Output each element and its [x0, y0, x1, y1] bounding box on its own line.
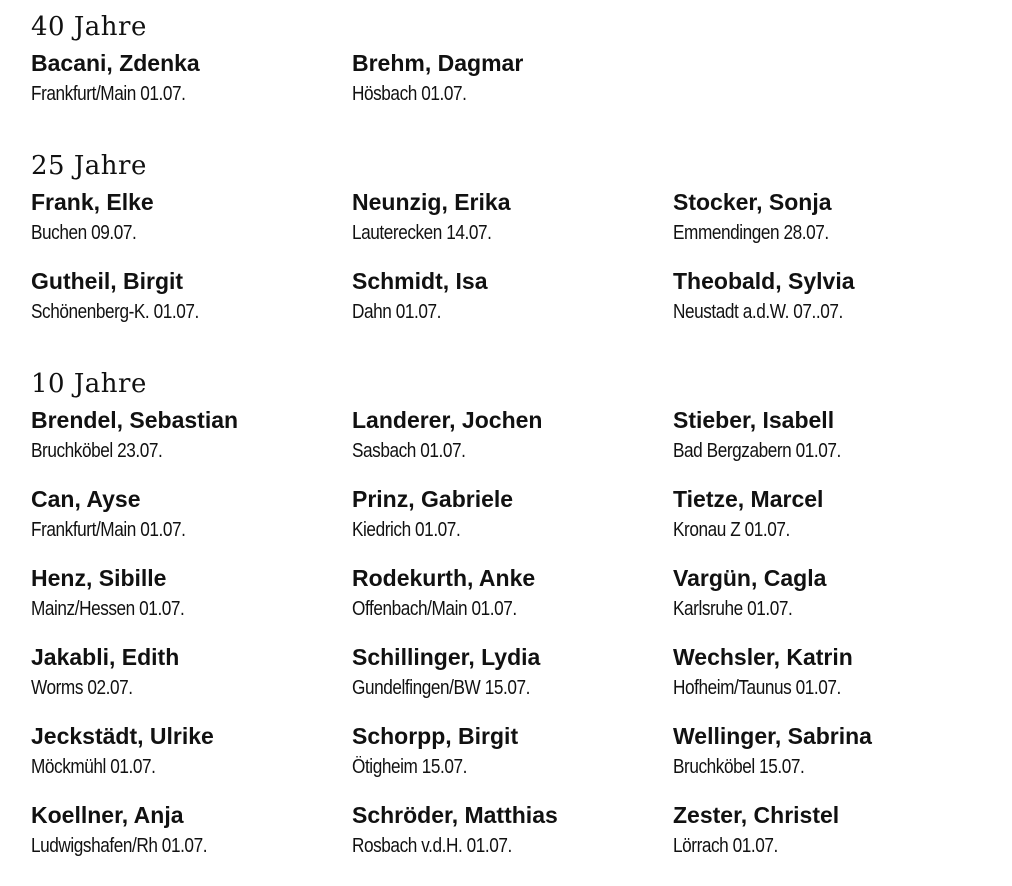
place-date: Frankfurt/Main 01.07.: [31, 83, 186, 105]
place-date: Bruchköbel 15.07.: [673, 756, 805, 778]
list-item: [352, 716, 673, 795]
person-name: Schmidt, Isa: [352, 268, 488, 294]
entry-grid: [31, 43, 1001, 122]
section-10-jahre: [31, 368, 1001, 874]
person-name: Jakabli, Edith: [31, 644, 180, 670]
place-date: Hofheim/Taunus 01.07.: [673, 677, 841, 699]
person-name: Prinz, Gabriele: [352, 486, 514, 512]
place-date: Kronau Z 01.07.: [673, 519, 790, 541]
place-date: Kiedrich 01.07.: [352, 519, 461, 541]
person-name: Zester, Christel: [673, 802, 840, 828]
place-date: Sasbach 01.07.: [352, 440, 466, 462]
place-date: Lörrach 01.07.: [673, 835, 778, 857]
place-date: Rosbach v.d.H. 01.07.: [352, 835, 512, 857]
person-name: Stocker, Sonja: [673, 189, 832, 215]
place-date: Worms 02.07.: [31, 677, 133, 699]
entry-grid: [31, 400, 1001, 874]
person-name: Wechsler, Katrin: [673, 644, 853, 670]
place-date: Lauterecken 14.07.: [352, 222, 492, 244]
person-name: Rodekurth, Anke: [352, 565, 536, 591]
list-item: [31, 261, 352, 340]
place-date: Karlsruhe 01.07.: [673, 598, 793, 620]
list-item: [31, 43, 352, 122]
place-date: Schönenberg-K. 01.07.: [31, 301, 199, 323]
person-name: Brehm, Dagmar: [352, 50, 524, 76]
person-name: Schillinger, Lydia: [352, 644, 541, 670]
section-40-jahre: [31, 11, 1001, 122]
person-name: Tietze, Marcel: [673, 486, 824, 512]
place-date: Dahn 01.07.: [352, 301, 441, 323]
list-item: [673, 716, 994, 795]
person-name: Henz, Sibille: [31, 565, 167, 591]
list-item: [352, 182, 673, 261]
list-item: [31, 400, 352, 479]
section-title: 25 Jahre: [31, 151, 147, 181]
list-item: [31, 795, 352, 874]
place-date: Bad Bergzabern 01.07.: [673, 440, 841, 462]
place-date: Frankfurt/Main 01.07.: [31, 519, 186, 541]
entry-grid: [31, 182, 1001, 340]
place-date: Hösbach 01.07.: [352, 83, 467, 105]
person-name: Stieber, Isabell: [673, 407, 835, 433]
list-item: [352, 795, 673, 874]
person-name: Koellner, Anja: [31, 802, 184, 828]
person-name: Jeckstädt, Ulrike: [31, 723, 214, 749]
place-date: Gundelfingen/BW 15.07.: [352, 677, 530, 699]
place-date: Buchen 09.07.: [31, 222, 137, 244]
place-date: Offenbach/Main 01.07.: [352, 598, 517, 620]
list-item: [31, 558, 352, 637]
list-item: [31, 479, 352, 558]
place-date: Emmendingen 28.07.: [673, 222, 829, 244]
person-name: Neunzig, Erika: [352, 189, 511, 215]
list-item: [31, 182, 352, 261]
list-item: [31, 637, 352, 716]
list-item: [352, 400, 673, 479]
person-name: Brendel, Sebastian: [31, 407, 239, 433]
person-name: Can, Ayse: [31, 486, 141, 512]
place-date: Mainz/Hessen 01.07.: [31, 598, 185, 620]
list-item: [352, 43, 673, 122]
place-date: Ötigheim 15.07.: [352, 756, 467, 778]
place-date: Neustadt a.d.W. 07..07.: [673, 301, 843, 323]
list-item: [673, 795, 994, 874]
section-title: 40 Jahre: [31, 12, 147, 42]
person-name: Schorpp, Birgit: [352, 723, 519, 749]
person-name: Theobald, Sylvia: [673, 268, 855, 294]
list-item: [352, 637, 673, 716]
list-item: [352, 558, 673, 637]
person-name: Schröder, Matthias: [352, 802, 558, 828]
list-item: [673, 400, 994, 479]
place-date: Bruchköbel 23.07.: [31, 440, 163, 462]
list-item: [673, 182, 994, 261]
list-item: [673, 261, 994, 340]
place-date: Ludwigshafen/Rh 01.07.: [31, 835, 208, 857]
list-item: [352, 261, 673, 340]
person-name: Bacani, Zdenka: [31, 50, 200, 76]
list-item: [31, 716, 352, 795]
section-25-jahre: [31, 150, 1001, 340]
person-name: Landerer, Jochen: [352, 407, 543, 433]
person-name: Gutheil, Birgit: [31, 268, 184, 294]
person-name: Frank, Elke: [31, 189, 154, 215]
list-item: [673, 479, 994, 558]
person-name: Vargün, Cagla: [673, 565, 827, 591]
list-item: [673, 637, 994, 716]
place-date: Möckmühl 01.07.: [31, 756, 156, 778]
list-item: [673, 558, 994, 637]
section-title: 10 Jahre: [31, 369, 147, 399]
list-item: [352, 479, 673, 558]
person-name: Wellinger, Sabrina: [673, 723, 872, 749]
